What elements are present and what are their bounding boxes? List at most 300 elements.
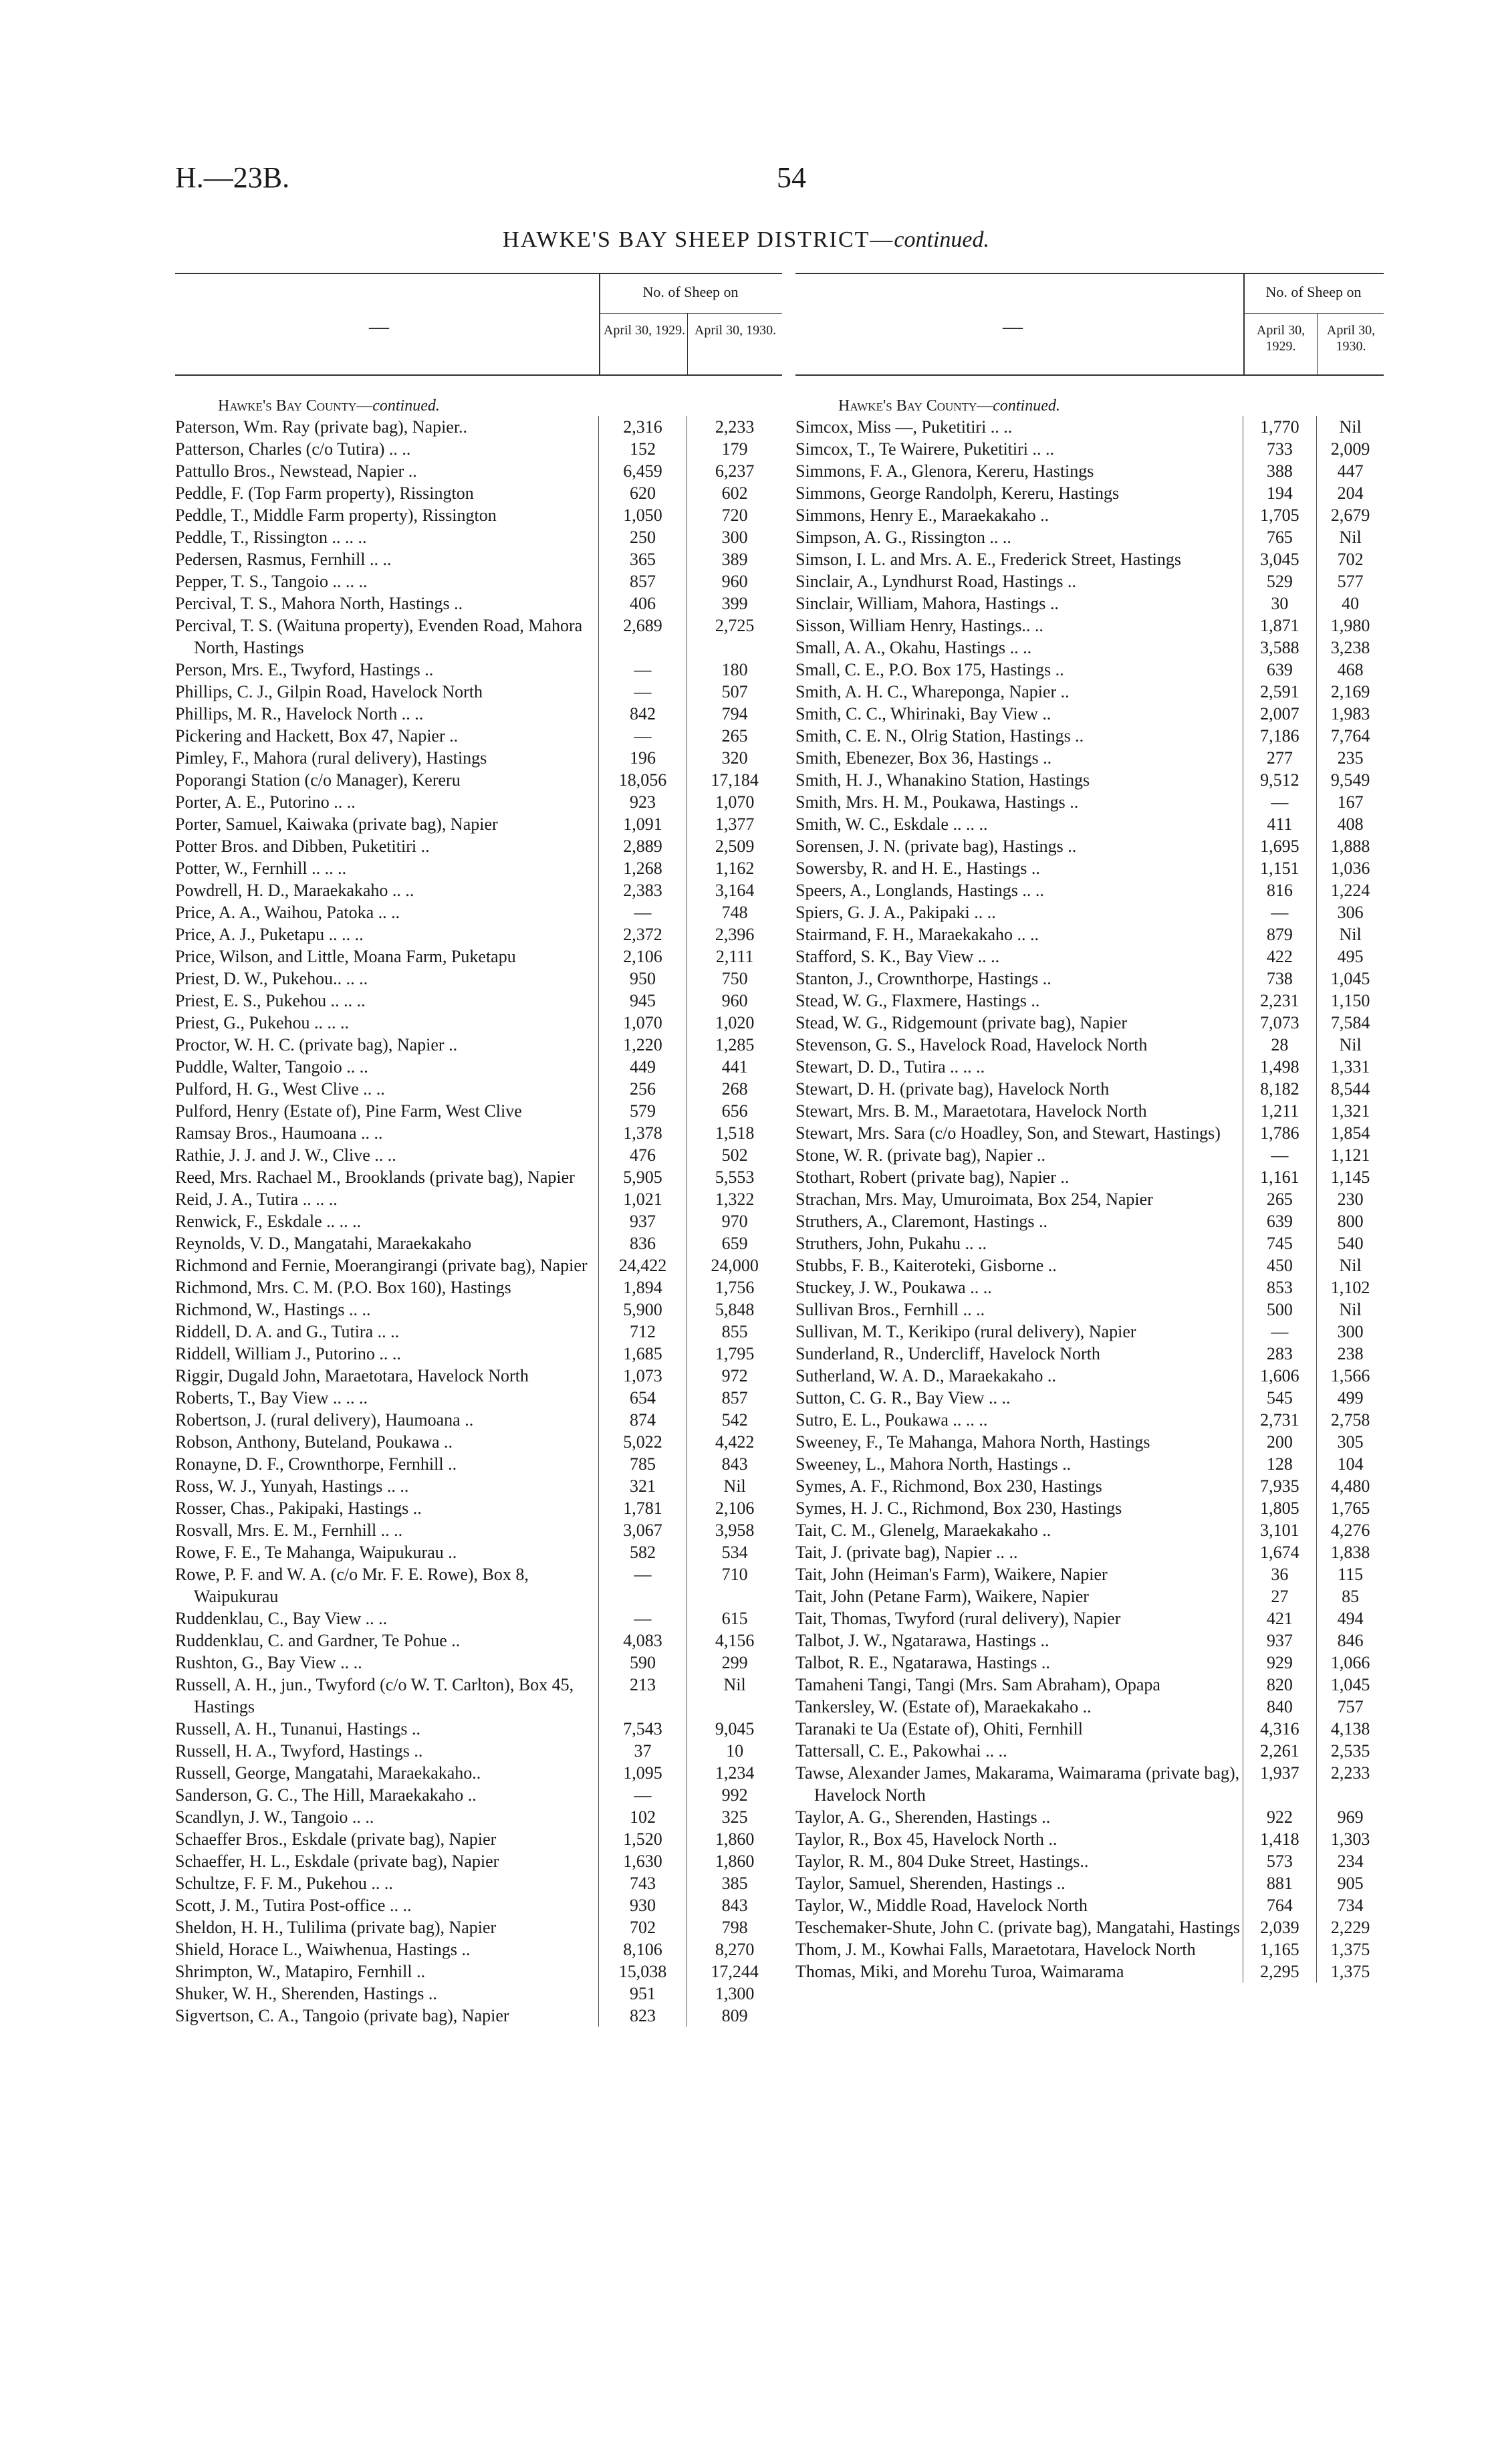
sheep-1930: 2,679 xyxy=(1316,504,1384,526)
sheep-1929: 256 xyxy=(598,1078,687,1100)
sheep-1930: 1,888 xyxy=(1316,835,1384,857)
table-row xyxy=(175,614,782,659)
owner-name: Sullivan, M. T., Kerikipo (rural delivery), Napier xyxy=(795,1322,1136,1341)
sheep-1929: — xyxy=(598,1563,687,1607)
table-row xyxy=(175,879,782,901)
sheep-1930: 843 xyxy=(687,1894,782,1916)
table-row xyxy=(795,1806,1384,1828)
owner-name: Robson, Anthony, Buteland, Poukawa .. xyxy=(175,1432,453,1452)
owner-name: Sanderson, G. C., The Hill, Maraekakaho .. xyxy=(175,1785,477,1805)
sheep-1930: Nil xyxy=(1316,923,1384,945)
name-column-dash: — xyxy=(369,316,389,338)
sheep-1930: 1,518 xyxy=(687,1122,782,1144)
sheep-1930: 235 xyxy=(1316,747,1384,769)
sheep-1929: 1,674 xyxy=(1243,1541,1317,1563)
table-row xyxy=(175,526,782,548)
sheep-1929: 365 xyxy=(598,548,687,570)
sheep-1930: 1,566 xyxy=(1316,1365,1384,1387)
owner-name: Patterson, Charles (c/o Tutira) .. .. xyxy=(175,439,411,459)
owner-name: Pepper, T. S., Tangoio .. .. .. xyxy=(175,572,368,591)
sheep-1930: 265 xyxy=(687,725,782,747)
sheep-1930: 4,422 xyxy=(687,1431,782,1453)
sheep-1929: 277 xyxy=(1243,747,1317,769)
sheep-1929: 8,106 xyxy=(598,1938,687,1961)
sheep-1930: 748 xyxy=(687,901,782,923)
sheep-1930: Nil xyxy=(1316,1299,1384,1321)
sheep-1929: 590 xyxy=(598,1652,687,1674)
table-row xyxy=(795,791,1384,813)
table-row xyxy=(175,1122,782,1144)
sheep-1930: 855 xyxy=(687,1321,782,1343)
owner-name: Thom, J. M., Kowhai Falls, Maraetotara, Havelock North xyxy=(795,1940,1196,1959)
sheep-1930: 1,860 xyxy=(687,1850,782,1872)
title-main: HAWKE'S BAY SHEEP DISTRICT— xyxy=(503,227,894,252)
sheep-1929: 816 xyxy=(1243,879,1317,901)
year-1930-header: April 30, 1930. xyxy=(694,323,777,338)
sheep-1929: 7,543 xyxy=(598,1718,687,1740)
table-row xyxy=(795,1166,1384,1188)
sheep-1929: — xyxy=(1243,1321,1317,1343)
table-row xyxy=(795,1210,1384,1232)
table-row xyxy=(795,1894,1384,1916)
table-row xyxy=(175,1563,782,1607)
sheep-1930: 1,045 xyxy=(1316,968,1384,990)
owner-name: Richmond, W., Hastings .. .. xyxy=(175,1300,371,1319)
sheep-1929: — xyxy=(598,1784,687,1806)
sheep-1930: 1,234 xyxy=(687,1762,782,1784)
header-subline xyxy=(1243,313,1384,314)
table-row xyxy=(175,769,782,791)
table-row xyxy=(795,1475,1384,1497)
sheep-1929: 28 xyxy=(1243,1034,1317,1056)
section-continued: continued. xyxy=(993,397,1060,415)
table-row xyxy=(795,1453,1384,1475)
table-row xyxy=(795,1056,1384,1078)
table-row xyxy=(795,703,1384,725)
table-row xyxy=(175,725,782,747)
sheep-1929: 4,316 xyxy=(1243,1718,1317,1740)
table-row xyxy=(795,879,1384,901)
owner-name: Sigvertson, C. A., Tangoio (private bag), Napier xyxy=(175,2006,509,2025)
table-row xyxy=(795,1652,1384,1674)
sheep-1930: 757 xyxy=(1316,1696,1384,1718)
owner-name: Roberts, T., Bay View .. .. .. xyxy=(175,1388,368,1408)
sheep-1930: 656 xyxy=(687,1100,782,1122)
sheep-1929: 2,039 xyxy=(1243,1916,1317,1938)
sheep-1929: 529 xyxy=(1243,570,1317,592)
page-title xyxy=(0,227,1492,253)
sheep-1930: 7,584 xyxy=(1316,1012,1384,1034)
owner-name: Scandlyn, J. W., Tangoio .. .. xyxy=(175,1807,374,1827)
table-row xyxy=(175,460,782,482)
sheep-1929: 733 xyxy=(1243,438,1317,460)
owner-name: Person, Mrs. E., Twyford, Hastings .. xyxy=(175,660,434,679)
sheep-1929: 654 xyxy=(598,1387,687,1409)
table-row xyxy=(175,945,782,968)
table-row xyxy=(175,1453,782,1475)
header-subline xyxy=(599,313,782,314)
year-divider xyxy=(1317,313,1318,374)
table-row xyxy=(795,1078,1384,1100)
sheep-1930: 385 xyxy=(687,1872,782,1894)
sheep-1929: 15,038 xyxy=(598,1961,687,1983)
owner-name: Simcox, Miss —, Puketitiri .. .. xyxy=(795,417,1013,437)
sheep-1930: 1,795 xyxy=(687,1343,782,1365)
sheep-1930: 495 xyxy=(1316,945,1384,968)
owner-name: Symes, A. F., Richmond, Box 230, Hastings xyxy=(795,1476,1102,1496)
sheep-1929: 200 xyxy=(1243,1431,1317,1453)
sheep-1930: 8,544 xyxy=(1316,1078,1384,1100)
owner-name: Stafford, S. K., Bay View .. .. xyxy=(795,947,1000,966)
no-of-sheep-header: No. of Sheep on xyxy=(1265,284,1362,300)
sheep-1930: 234 xyxy=(1316,1850,1384,1872)
sheep-1929: 738 xyxy=(1243,968,1317,990)
sheep-1929: 836 xyxy=(598,1232,687,1254)
owner-name: Sweeney, L., Mahora North, Hastings .. xyxy=(795,1454,1072,1474)
sheep-1930: 2,111 xyxy=(687,945,782,968)
owner-name: Ruddenklau, C. and Gardner, Te Pohue .. xyxy=(175,1631,461,1650)
owner-name: Stewart, D. H. (private bag), Havelock North xyxy=(795,1079,1110,1099)
year-1930-header: April 30, 1930. xyxy=(1326,323,1376,354)
table-row xyxy=(795,901,1384,923)
sheep-1929: 27 xyxy=(1243,1585,1317,1607)
sheep-1929: 128 xyxy=(1243,1453,1317,1475)
table-row xyxy=(175,548,782,570)
sheep-1929: 764 xyxy=(1243,1894,1317,1916)
sheep-1929: 823 xyxy=(598,2005,687,2027)
page-number: 54 xyxy=(777,161,806,194)
sheep-1929: 102 xyxy=(598,1806,687,1828)
owner-name: Sorensen, J. N. (private bag), Hastings .. xyxy=(795,836,1077,856)
owner-name: Richmond, Mrs. C. M. (P.O. Box 160), Hastings xyxy=(175,1278,511,1297)
table-row xyxy=(175,1938,782,1961)
sheep-1929: 1,070 xyxy=(598,1012,687,1034)
sheep-1929: 1,151 xyxy=(1243,857,1317,879)
sheep-1930: Nil xyxy=(1316,416,1384,438)
owner-name: Sinclair, William, Mahora, Hastings .. xyxy=(795,594,1059,613)
table-row xyxy=(175,923,782,945)
table-row xyxy=(795,1872,1384,1894)
sheep-1930: 798 xyxy=(687,1916,782,1938)
table-row xyxy=(175,570,782,592)
sheep-1930: 180 xyxy=(687,659,782,681)
sheep-1929: — xyxy=(598,901,687,923)
sheep-1930: 2,725 xyxy=(687,614,782,659)
sheep-1930: 399 xyxy=(687,592,782,614)
owner-name: Price, A. J., Puketapu .. .. .. xyxy=(175,925,364,944)
sheep-1930: 17,184 xyxy=(687,769,782,791)
table-row xyxy=(795,1961,1384,1983)
sheep-1930: 750 xyxy=(687,968,782,990)
table-row xyxy=(795,1916,1384,1938)
owner-name: Schaeffer Bros., Eskdale (private bag), Napier xyxy=(175,1829,497,1849)
sheep-1930: 502 xyxy=(687,1144,782,1166)
table-row xyxy=(795,1696,1384,1718)
sheep-1930: 24,000 xyxy=(687,1254,782,1276)
table-row xyxy=(175,438,782,460)
table-row xyxy=(795,1343,1384,1365)
table-row xyxy=(175,813,782,835)
sheep-1929: 712 xyxy=(598,1321,687,1343)
table-row xyxy=(795,1541,1384,1563)
sheep-1930: 389 xyxy=(687,548,782,570)
owner-name: Peddle, T., Middle Farm property), Rissington xyxy=(175,506,497,525)
table-row xyxy=(795,968,1384,990)
table-row xyxy=(795,614,1384,637)
owner-name: Peddle, T., Rissington .. .. .. xyxy=(175,528,367,547)
sheep-1929: 582 xyxy=(598,1541,687,1563)
owner-name: Simmons, George Randolph, Kereru, Hastings xyxy=(795,483,1120,503)
owner-name: Stewart, Mrs. B. M., Maraetotara, Havelock North xyxy=(795,1101,1147,1121)
table-row xyxy=(795,1740,1384,1762)
sheep-1930: 659 xyxy=(687,1232,782,1254)
section-heading xyxy=(795,396,1384,416)
table-row xyxy=(175,1078,782,1100)
sheep-1930: 1,070 xyxy=(687,791,782,813)
sheep-1930: 710 xyxy=(687,1563,782,1607)
sheep-1929: 2,261 xyxy=(1243,1740,1317,1762)
owner-name: Tait, J. (private bag), Napier .. .. xyxy=(795,1543,1018,1562)
table-row xyxy=(795,857,1384,879)
sheep-1930: 809 xyxy=(687,2005,782,2027)
table-row xyxy=(175,482,782,504)
table-row xyxy=(175,1100,782,1122)
sheep-1930: 306 xyxy=(1316,901,1384,923)
sheep-1929: 1,705 xyxy=(1243,504,1317,526)
sheep-1930: 5,553 xyxy=(687,1166,782,1188)
owner-name: Richmond and Fernie, Moerangirangi (private bag), Napier xyxy=(175,1256,588,1275)
sheep-1929: 7,186 xyxy=(1243,725,1317,747)
owner-name: Smith, H. J., Whanakino Station, Hastings xyxy=(795,770,1090,790)
table-row xyxy=(795,1387,1384,1409)
sheep-1930: 167 xyxy=(1316,791,1384,813)
sheep-1930: 2,396 xyxy=(687,923,782,945)
owner-name: Sunderland, R., Undercliff, Havelock North xyxy=(795,1344,1100,1363)
sheep-1930: 1,756 xyxy=(687,1276,782,1299)
sheep-1930: 9,549 xyxy=(1316,769,1384,791)
table-row xyxy=(795,416,1384,438)
sheep-1930: 602 xyxy=(687,482,782,504)
sheep-1929: 283 xyxy=(1243,1343,1317,1365)
sheep-1930: 2,758 xyxy=(1316,1409,1384,1431)
table-row xyxy=(175,1894,782,1916)
sheep-1930: 1,102 xyxy=(1316,1276,1384,1299)
sheep-1930: Nil xyxy=(1316,526,1384,548)
owner-name: Phillips, M. R., Havelock North .. .. xyxy=(175,704,424,723)
sheep-1929: 406 xyxy=(598,592,687,614)
table-row xyxy=(795,945,1384,968)
table-row xyxy=(175,2005,782,2027)
sheep-1930: Nil xyxy=(1316,1254,1384,1276)
sheep-1930: 992 xyxy=(687,1784,782,1806)
table-row xyxy=(795,813,1384,835)
sheep-1929: 1,937 xyxy=(1243,1762,1317,1806)
owner-name: Rowe, P. F. and W. A. (c/o Mr. F. E. Rowe), Box 8, Waipukurau xyxy=(175,1565,529,1606)
sheep-1929: 573 xyxy=(1243,1850,1317,1872)
sheep-1929: 765 xyxy=(1243,526,1317,548)
table-row xyxy=(795,1938,1384,1961)
table-row xyxy=(795,747,1384,769)
sheep-1930: 204 xyxy=(1316,482,1384,504)
sheep-1930: 1,375 xyxy=(1316,1938,1384,1961)
owner-name: Sutro, E. L., Poukawa .. .. .. xyxy=(795,1410,988,1430)
table-row xyxy=(175,504,782,526)
sheep-1929: 1,050 xyxy=(598,504,687,526)
sheep-1930: 794 xyxy=(687,703,782,725)
table-row xyxy=(175,703,782,725)
sheep-1929: 6,459 xyxy=(598,460,687,482)
sheep-1929: 1,770 xyxy=(1243,416,1317,438)
owner-name: Priest, E. S., Pukehou .. .. .. xyxy=(175,991,366,1010)
owner-name: Proctor, W. H. C. (private bag), Napier .. xyxy=(175,1035,458,1054)
sheep-1930: 615 xyxy=(687,1607,782,1630)
sheep-1929: 922 xyxy=(1243,1806,1317,1828)
table-row xyxy=(175,1276,782,1299)
sheep-1929: 937 xyxy=(598,1210,687,1232)
owner-name: Stevenson, G. S., Havelock Road, Havelock North xyxy=(795,1035,1148,1054)
sheep-1930: 1,303 xyxy=(1316,1828,1384,1850)
sheep-1930: 1,121 xyxy=(1316,1144,1384,1166)
sheep-1929: 422 xyxy=(1243,945,1317,968)
table-row xyxy=(795,1828,1384,1850)
table-row xyxy=(795,1607,1384,1630)
table-row xyxy=(175,1321,782,1343)
owner-name: Robertson, J. (rural delivery), Haumoana .. xyxy=(175,1410,474,1430)
sheep-1929: 411 xyxy=(1243,813,1317,835)
table-row xyxy=(795,482,1384,504)
table-row xyxy=(795,1321,1384,1343)
sheep-1929: 1,520 xyxy=(598,1828,687,1850)
sheep-1930: 846 xyxy=(1316,1630,1384,1652)
sheep-1930: 1,145 xyxy=(1316,1166,1384,1188)
year-1929-header: April 30, 1929. xyxy=(1256,323,1306,354)
table-row xyxy=(795,1122,1384,1144)
sheep-1930: 2,233 xyxy=(687,416,782,438)
owner-name: Speers, A., Longlands, Hastings .. .. xyxy=(795,881,1044,900)
sheep-1929: 1,378 xyxy=(598,1122,687,1144)
owner-name: Stone, W. R. (private bag), Napier .. xyxy=(795,1145,1046,1165)
sheep-1929: 923 xyxy=(598,791,687,813)
sheep-1930: 800 xyxy=(1316,1210,1384,1232)
title-continued: continued. xyxy=(894,227,989,252)
owner-name: Sweeney, F., Te Mahanga, Mahora North, Hastings xyxy=(795,1432,1150,1452)
table-row xyxy=(175,1210,782,1232)
owner-name: Tait, Thomas, Twyford (rural delivery), Napier xyxy=(795,1609,1121,1628)
sheep-1930: 1,036 xyxy=(1316,857,1384,879)
sheep-1929: 1,161 xyxy=(1243,1166,1317,1188)
table-row xyxy=(175,1144,782,1166)
table-row xyxy=(175,990,782,1012)
sheep-1929: 421 xyxy=(1243,1607,1317,1630)
sheep-1930: 8,270 xyxy=(687,1938,782,1961)
sheep-1930: 104 xyxy=(1316,1453,1384,1475)
right-rows xyxy=(795,416,1384,1983)
sheep-1930: 2,233 xyxy=(1316,1762,1384,1806)
owner-name: Simmons, F. A., Glenora, Kereru, Hastings xyxy=(795,461,1094,481)
sheep-1929: 265 xyxy=(1243,1188,1317,1210)
sheep-1929: 2,383 xyxy=(598,879,687,901)
owner-name: Tankersley, W. (Estate of), Maraekakaho .. xyxy=(795,1697,1092,1716)
sheep-1930: 1,321 xyxy=(1316,1100,1384,1122)
table-row xyxy=(795,526,1384,548)
sheep-1929: 620 xyxy=(598,482,687,504)
sheep-1930: 40 xyxy=(1316,592,1384,614)
sheep-1929: 321 xyxy=(598,1475,687,1497)
sheep-1930: 325 xyxy=(687,1806,782,1828)
sheep-1929: 1,630 xyxy=(598,1850,687,1872)
section-heading xyxy=(175,396,782,416)
owner-name: Russell, George, Mangatahi, Maraekakaho.. xyxy=(175,1763,481,1783)
owner-name: Spiers, G. J. A., Pakipaki .. .. xyxy=(795,903,996,922)
sheep-1930: 1,224 xyxy=(1316,879,1384,901)
sheep-1929: 196 xyxy=(598,747,687,769)
sheep-1929: 5,900 xyxy=(598,1299,687,1321)
sheep-1929: 388 xyxy=(1243,460,1317,482)
sheep-1929: 950 xyxy=(598,968,687,990)
sheep-1929: 2,372 xyxy=(598,923,687,945)
owner-name: Schaeffer, H. L., Eskdale (private bag), Napier xyxy=(175,1852,499,1871)
sheep-1930: 441 xyxy=(687,1056,782,1078)
sheep-1930: 1,331 xyxy=(1316,1056,1384,1078)
table-row xyxy=(795,438,1384,460)
table-row xyxy=(175,1343,782,1365)
table-row xyxy=(175,1232,782,1254)
sheep-1930: 960 xyxy=(687,990,782,1012)
left-column xyxy=(175,273,782,2027)
table-row xyxy=(795,1034,1384,1056)
owner-name: Rathie, J. J. and J. W., Clive .. .. xyxy=(175,1145,396,1165)
owner-name: Potter Bros. and Dibben, Puketitiri .. xyxy=(175,836,430,856)
owner-name: Smith, C. C., Whirinaki, Bay View .. xyxy=(795,704,1051,723)
table-row xyxy=(175,1784,782,1806)
owner-name: Struthers, John, Pukahu .. .. xyxy=(795,1234,987,1253)
owner-name: Tait, John (Heiman's Farm), Waikere, Napier xyxy=(795,1565,1108,1584)
sheep-1929: — xyxy=(598,659,687,681)
sheep-1929: 450 xyxy=(1243,1254,1317,1276)
sheep-1929: 951 xyxy=(598,1983,687,2005)
table-row xyxy=(795,835,1384,857)
section-continued: continued. xyxy=(372,397,440,415)
sheep-1930: 299 xyxy=(687,1652,782,1674)
sheep-1929: — xyxy=(598,1607,687,1630)
sheep-1929: 1,095 xyxy=(598,1762,687,1784)
sheep-1929: 2,591 xyxy=(1243,681,1317,703)
sheep-1930: 4,138 xyxy=(1316,1718,1384,1740)
no-of-sheep-header: No. of Sheep on xyxy=(642,284,739,300)
table-row xyxy=(175,1475,782,1497)
table-row xyxy=(795,1762,1384,1806)
table-row xyxy=(795,1100,1384,1122)
sheep-1929: 2,231 xyxy=(1243,990,1317,1012)
sheep-1930: 1,377 xyxy=(687,813,782,835)
sheep-1930: 230 xyxy=(1316,1188,1384,1210)
table-row xyxy=(795,1431,1384,1453)
sheep-1929: 842 xyxy=(598,703,687,725)
sheep-1929: 3,045 xyxy=(1243,548,1317,570)
sheep-1929: 945 xyxy=(598,990,687,1012)
sheep-1930: 1,300 xyxy=(687,1983,782,2005)
table-row xyxy=(795,504,1384,526)
sheep-1929: 579 xyxy=(598,1100,687,1122)
sheep-1930: 507 xyxy=(687,681,782,703)
sheep-1929: 1,781 xyxy=(598,1497,687,1519)
table-row xyxy=(175,1497,782,1519)
sheep-1929: 785 xyxy=(598,1453,687,1475)
sheep-1929: 1,021 xyxy=(598,1188,687,1210)
table-row xyxy=(175,1850,782,1872)
table-row xyxy=(175,1740,782,1762)
table-row xyxy=(175,1541,782,1563)
